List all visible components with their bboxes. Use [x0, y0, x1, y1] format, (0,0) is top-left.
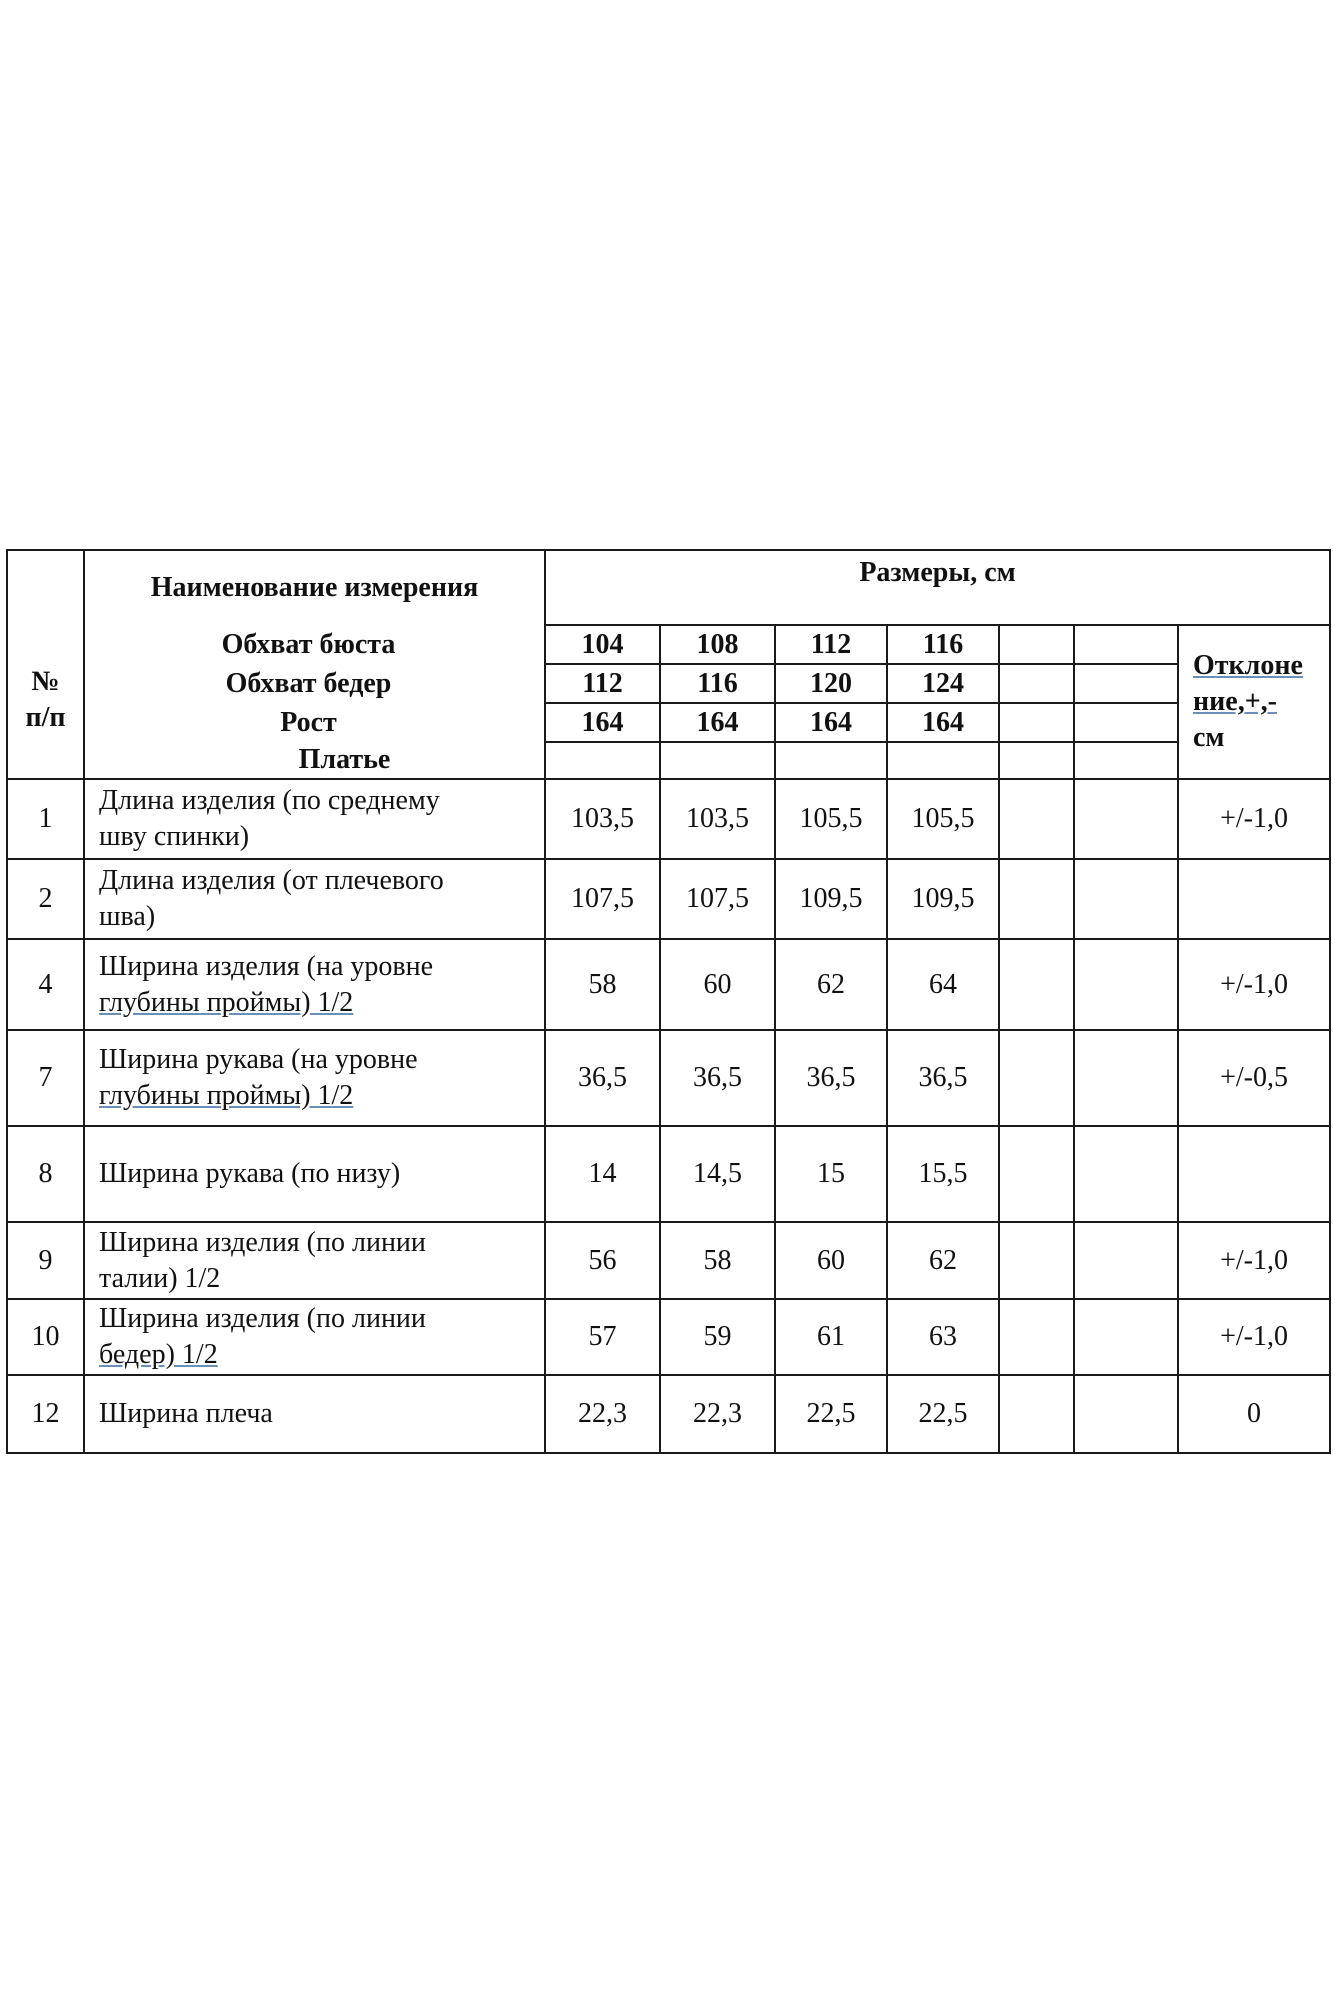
tolerance-title-2: ние,+,-	[1193, 686, 1277, 717]
measurement-name	[84, 1030, 545, 1126]
measurement-name-line-2: талии) 1/2	[99, 1262, 221, 1294]
num-abbrev: п/п	[25, 701, 66, 733]
table-row	[7, 1375, 1330, 1453]
empty-cell	[775, 742, 887, 779]
tolerance-cell: 0	[1178, 1375, 1330, 1453]
table-row	[7, 1222, 1330, 1299]
empty-cell	[1074, 859, 1178, 939]
measurement-name-line-1: Ширина изделия (на уровне	[99, 950, 434, 982]
value-cell: 107,5	[545, 859, 660, 939]
value-cell: 105,5	[775, 779, 887, 859]
value-cell: 22,5	[887, 1375, 999, 1453]
value-cell: 109,5	[775, 859, 887, 939]
tolerance-cell: +/-1,0	[1178, 779, 1330, 859]
empty-cell	[545, 742, 660, 779]
value-cell: 58	[660, 1222, 775, 1299]
empty-cell	[1074, 1299, 1178, 1375]
garment-label: Платье	[84, 742, 545, 779]
empty-cell	[1074, 939, 1178, 1030]
bust-size-4: 116	[887, 625, 999, 664]
table-row	[7, 1126, 1330, 1222]
bust-size-1: 104	[545, 625, 660, 664]
empty-cell	[999, 939, 1074, 1030]
value-cell: 103,5	[660, 779, 775, 859]
measurement-name	[84, 939, 545, 1030]
tolerance-cell	[1178, 1126, 1330, 1222]
height-size-2: 164	[660, 703, 775, 742]
empty-cell	[999, 625, 1074, 664]
tolerance-cell: +/-1,0	[1178, 939, 1330, 1030]
value-cell: 36,5	[775, 1030, 887, 1126]
row-number: 9	[7, 1222, 84, 1299]
value-cell: 62	[887, 1222, 999, 1299]
measurement-name	[84, 1299, 545, 1375]
empty-cell	[999, 1375, 1074, 1453]
header-row-hips	[7, 664, 1330, 703]
hips-size-4: 124	[887, 664, 999, 703]
header-row-title	[7, 550, 1330, 625]
value-cell: 60	[775, 1222, 887, 1299]
value-cell: 15	[775, 1126, 887, 1222]
table-row	[7, 939, 1330, 1030]
measurement-name	[84, 1375, 545, 1453]
height-size-4: 164	[887, 703, 999, 742]
empty-cell	[999, 742, 1074, 779]
measurement-name-line-2: глубины проймы) 1/2	[99, 986, 354, 1018]
row-number-header	[7, 550, 84, 779]
value-cell: 105,5	[887, 779, 999, 859]
measurement-name-line-1: Ширина рукава (на уровне	[99, 1044, 418, 1075]
measurement-name-title: Наименование измерения	[84, 550, 545, 625]
bust-size-3: 112	[775, 625, 887, 664]
empty-cell	[999, 779, 1074, 859]
hips-label: Обхват бедер	[84, 664, 545, 703]
empty-cell	[1074, 1222, 1178, 1299]
empty-cell	[660, 742, 775, 779]
value-cell: 59	[660, 1299, 775, 1375]
height-size-1: 164	[545, 703, 660, 742]
measurement-name	[84, 779, 545, 859]
empty-cell	[1074, 625, 1178, 664]
value-cell: 15,5	[887, 1126, 999, 1222]
value-cell: 56	[545, 1222, 660, 1299]
tolerance-cell	[1178, 859, 1330, 939]
value-cell: 107,5	[660, 859, 775, 939]
value-cell: 14,5	[660, 1126, 775, 1222]
empty-cell	[1074, 1126, 1178, 1222]
measurement-name-line-1: Длина изделия (по среднему	[99, 785, 440, 816]
value-cell: 60	[660, 939, 775, 1030]
measurement-name-line-2: шву спинки)	[99, 821, 250, 852]
table-row	[7, 859, 1330, 939]
row-number: 12	[7, 1375, 84, 1453]
value-cell: 57	[545, 1299, 660, 1375]
empty-cell	[999, 1126, 1074, 1222]
measurement-name-line-1: Ширина рукава (по низу)	[99, 1158, 401, 1189]
value-cell: 103,5	[545, 779, 660, 859]
value-cell: 22,3	[660, 1375, 775, 1453]
measurement-name-line-1: Длина изделия (от плечевого	[99, 865, 444, 896]
empty-cell	[999, 664, 1074, 703]
value-cell: 109,5	[887, 859, 999, 939]
size-chart-table	[6, 549, 1331, 1454]
tolerance-cell: +/-1,0	[1178, 1222, 1330, 1299]
measurement-name-line-1: Ширина плеча	[99, 1398, 273, 1429]
row-number: 8	[7, 1126, 84, 1222]
tolerance-title-3: см	[1193, 722, 1225, 753]
empty-cell	[1074, 1375, 1178, 1453]
row-number: 4	[7, 939, 84, 1030]
empty-cell	[887, 742, 999, 779]
measurement-name-line-1: Ширина изделия (по линии	[99, 1226, 426, 1258]
measurement-name-line-2: глубины проймы) 1/2	[99, 1080, 354, 1111]
header-row-garment	[7, 742, 1330, 779]
empty-cell	[999, 1299, 1074, 1375]
value-cell: 63	[887, 1299, 999, 1375]
num-symbol: №	[31, 665, 60, 697]
value-cell: 22,3	[545, 1375, 660, 1453]
table-row	[7, 779, 1330, 859]
header-row-bust	[7, 625, 1330, 664]
height-label: Рост	[84, 703, 545, 742]
empty-cell	[1074, 742, 1178, 779]
measurement-name-line-1: Ширина изделия (по линии	[99, 1303, 426, 1334]
value-cell: 14	[545, 1126, 660, 1222]
hips-size-3: 120	[775, 664, 887, 703]
row-number: 1	[7, 779, 84, 859]
table-row	[7, 1030, 1330, 1126]
row-number: 2	[7, 859, 84, 939]
sizes-title: Размеры, см	[545, 550, 1330, 625]
table-row	[7, 1299, 1330, 1375]
measurement-name	[84, 1126, 545, 1222]
bust-size-2: 108	[660, 625, 775, 664]
tolerance-title-1: Отклоне	[1193, 650, 1303, 681]
row-number: 10	[7, 1299, 84, 1375]
empty-cell	[1074, 779, 1178, 859]
empty-cell	[999, 1030, 1074, 1126]
hips-size-1: 112	[545, 664, 660, 703]
header-row-height	[7, 703, 1330, 742]
empty-cell	[999, 703, 1074, 742]
value-cell: 36,5	[545, 1030, 660, 1126]
empty-cell	[1074, 664, 1178, 703]
bust-label: Обхват бюста	[84, 625, 545, 664]
hips-size-2: 116	[660, 664, 775, 703]
measurement-name-line-2: шва)	[99, 901, 156, 932]
measurement-name	[84, 1222, 545, 1299]
tolerance-header	[1178, 625, 1330, 779]
height-size-3: 164	[775, 703, 887, 742]
empty-cell	[999, 859, 1074, 939]
value-cell: 62	[775, 939, 887, 1030]
value-cell: 22,5	[775, 1375, 887, 1453]
value-cell: 58	[545, 939, 660, 1030]
value-cell: 36,5	[660, 1030, 775, 1126]
row-number: 7	[7, 1030, 84, 1126]
value-cell: 61	[775, 1299, 887, 1375]
empty-cell	[1074, 1030, 1178, 1126]
measurement-name	[84, 859, 545, 939]
value-cell: 36,5	[887, 1030, 999, 1126]
value-cell: 64	[887, 939, 999, 1030]
measurement-name-line-2: бедер) 1/2	[99, 1339, 218, 1370]
tolerance-cell: +/-1,0	[1178, 1299, 1330, 1375]
empty-cell	[999, 1222, 1074, 1299]
tolerance-cell: +/-0,5	[1178, 1030, 1330, 1126]
empty-cell	[1074, 703, 1178, 742]
